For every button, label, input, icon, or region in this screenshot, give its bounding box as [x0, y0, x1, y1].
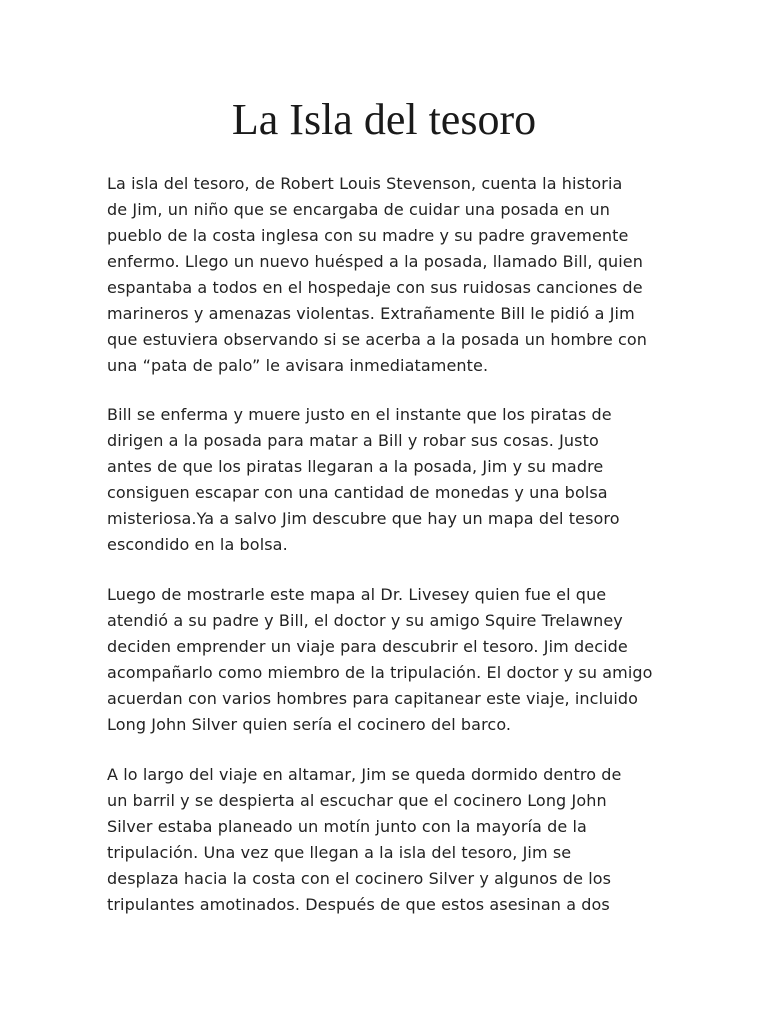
- paragraph-4-line-3: Silver estaba planeado un motín junto con la mayoría de la: [107, 817, 587, 836]
- paragraph-2-line-1: Bill se enferma y muere justo en el instante que los piratas de: [107, 405, 612, 424]
- paragraph-1-line-7: que estuviera observando si se acerba a la posada un hombre con: [107, 330, 647, 349]
- paragraph-1-line-2: de Jim, un niño que se encargaba de cuidar una posada en un: [107, 200, 611, 219]
- paragraph-4-line-4: tripulación. Una vez que llegan a la isla del tesoro, Jim se: [107, 843, 572, 862]
- paragraph-1-line-5: espantaba a todos en el hospedaje con sus ruidosas canciones de: [107, 278, 643, 297]
- paragraph-1-line-1: La isla del tesoro, de Robert Louis Stevenson, cuenta la historia: [107, 174, 623, 193]
- paragraph-3-line-4: acompañarlo como miembro de la tripulación. El doctor y su amigo: [107, 663, 653, 682]
- paragraph-1-line-8: una “pata de palo” le avisara inmediatamente.: [107, 356, 489, 375]
- document-title: La Isla del tesoro: [231, 95, 537, 144]
- paragraph-3-line-5: acuerdan con varios hombres para capitanear este viaje, incluido: [107, 689, 639, 708]
- paragraph-2-line-3: antes de que los piratas llegaran a la posada, Jim y su madre: [107, 457, 604, 476]
- paragraph-4-line-6: tripulantes amotinados. Después de que estos asesinan a dos: [107, 895, 610, 914]
- paragraph-1-line-6: marineros y amenazas violentas. Extrañamente Bill le pidió a Jim: [107, 304, 635, 323]
- paragraph-4-line-1: A lo largo del viaje en altamar, Jim se queda dormido dentro de: [107, 765, 622, 784]
- paragraph-1-line-4: enfermo. Llego un nuevo huésped a la posada, llamado Bill, quien: [107, 252, 643, 271]
- paragraph-3-line-1: Luego de mostrarle este mapa al Dr. Livesey quien fue el que: [107, 585, 607, 604]
- paragraph-2-line-5: misteriosa.Ya a salvo Jim descubre que hay un mapa del tesoro: [107, 509, 620, 528]
- paragraph-2-line-4: consiguen escapar con una cantidad de monedas y una bolsa: [107, 483, 608, 502]
- paragraph-2-line-6: escondido en la bolsa.: [107, 535, 288, 554]
- paragraph-4-line-5: desplaza hacia la costa con el cocinero Silver y algunos de los: [107, 869, 612, 888]
- paragraph-3-line-2: atendió a su padre y Bill, el doctor y su amigo Squire Trelawney: [107, 611, 623, 630]
- paragraph-2-line-2: dirigen a la posada para matar a Bill y robar sus cosas. Justo: [107, 431, 599, 450]
- paragraph-4-line-2: un barril y se despierta al escuchar que el cocinero Long John: [107, 791, 607, 810]
- paragraph-3-line-6: Long John Silver quien sería el cocinero del barco.: [107, 715, 512, 734]
- paragraph-1-line-3: pueblo de la costa inglesa con su madre y su padre gravemente: [107, 226, 629, 245]
- paragraph-3-line-3: deciden emprender un viaje para descubrir el tesoro. Jim decide: [107, 637, 628, 656]
